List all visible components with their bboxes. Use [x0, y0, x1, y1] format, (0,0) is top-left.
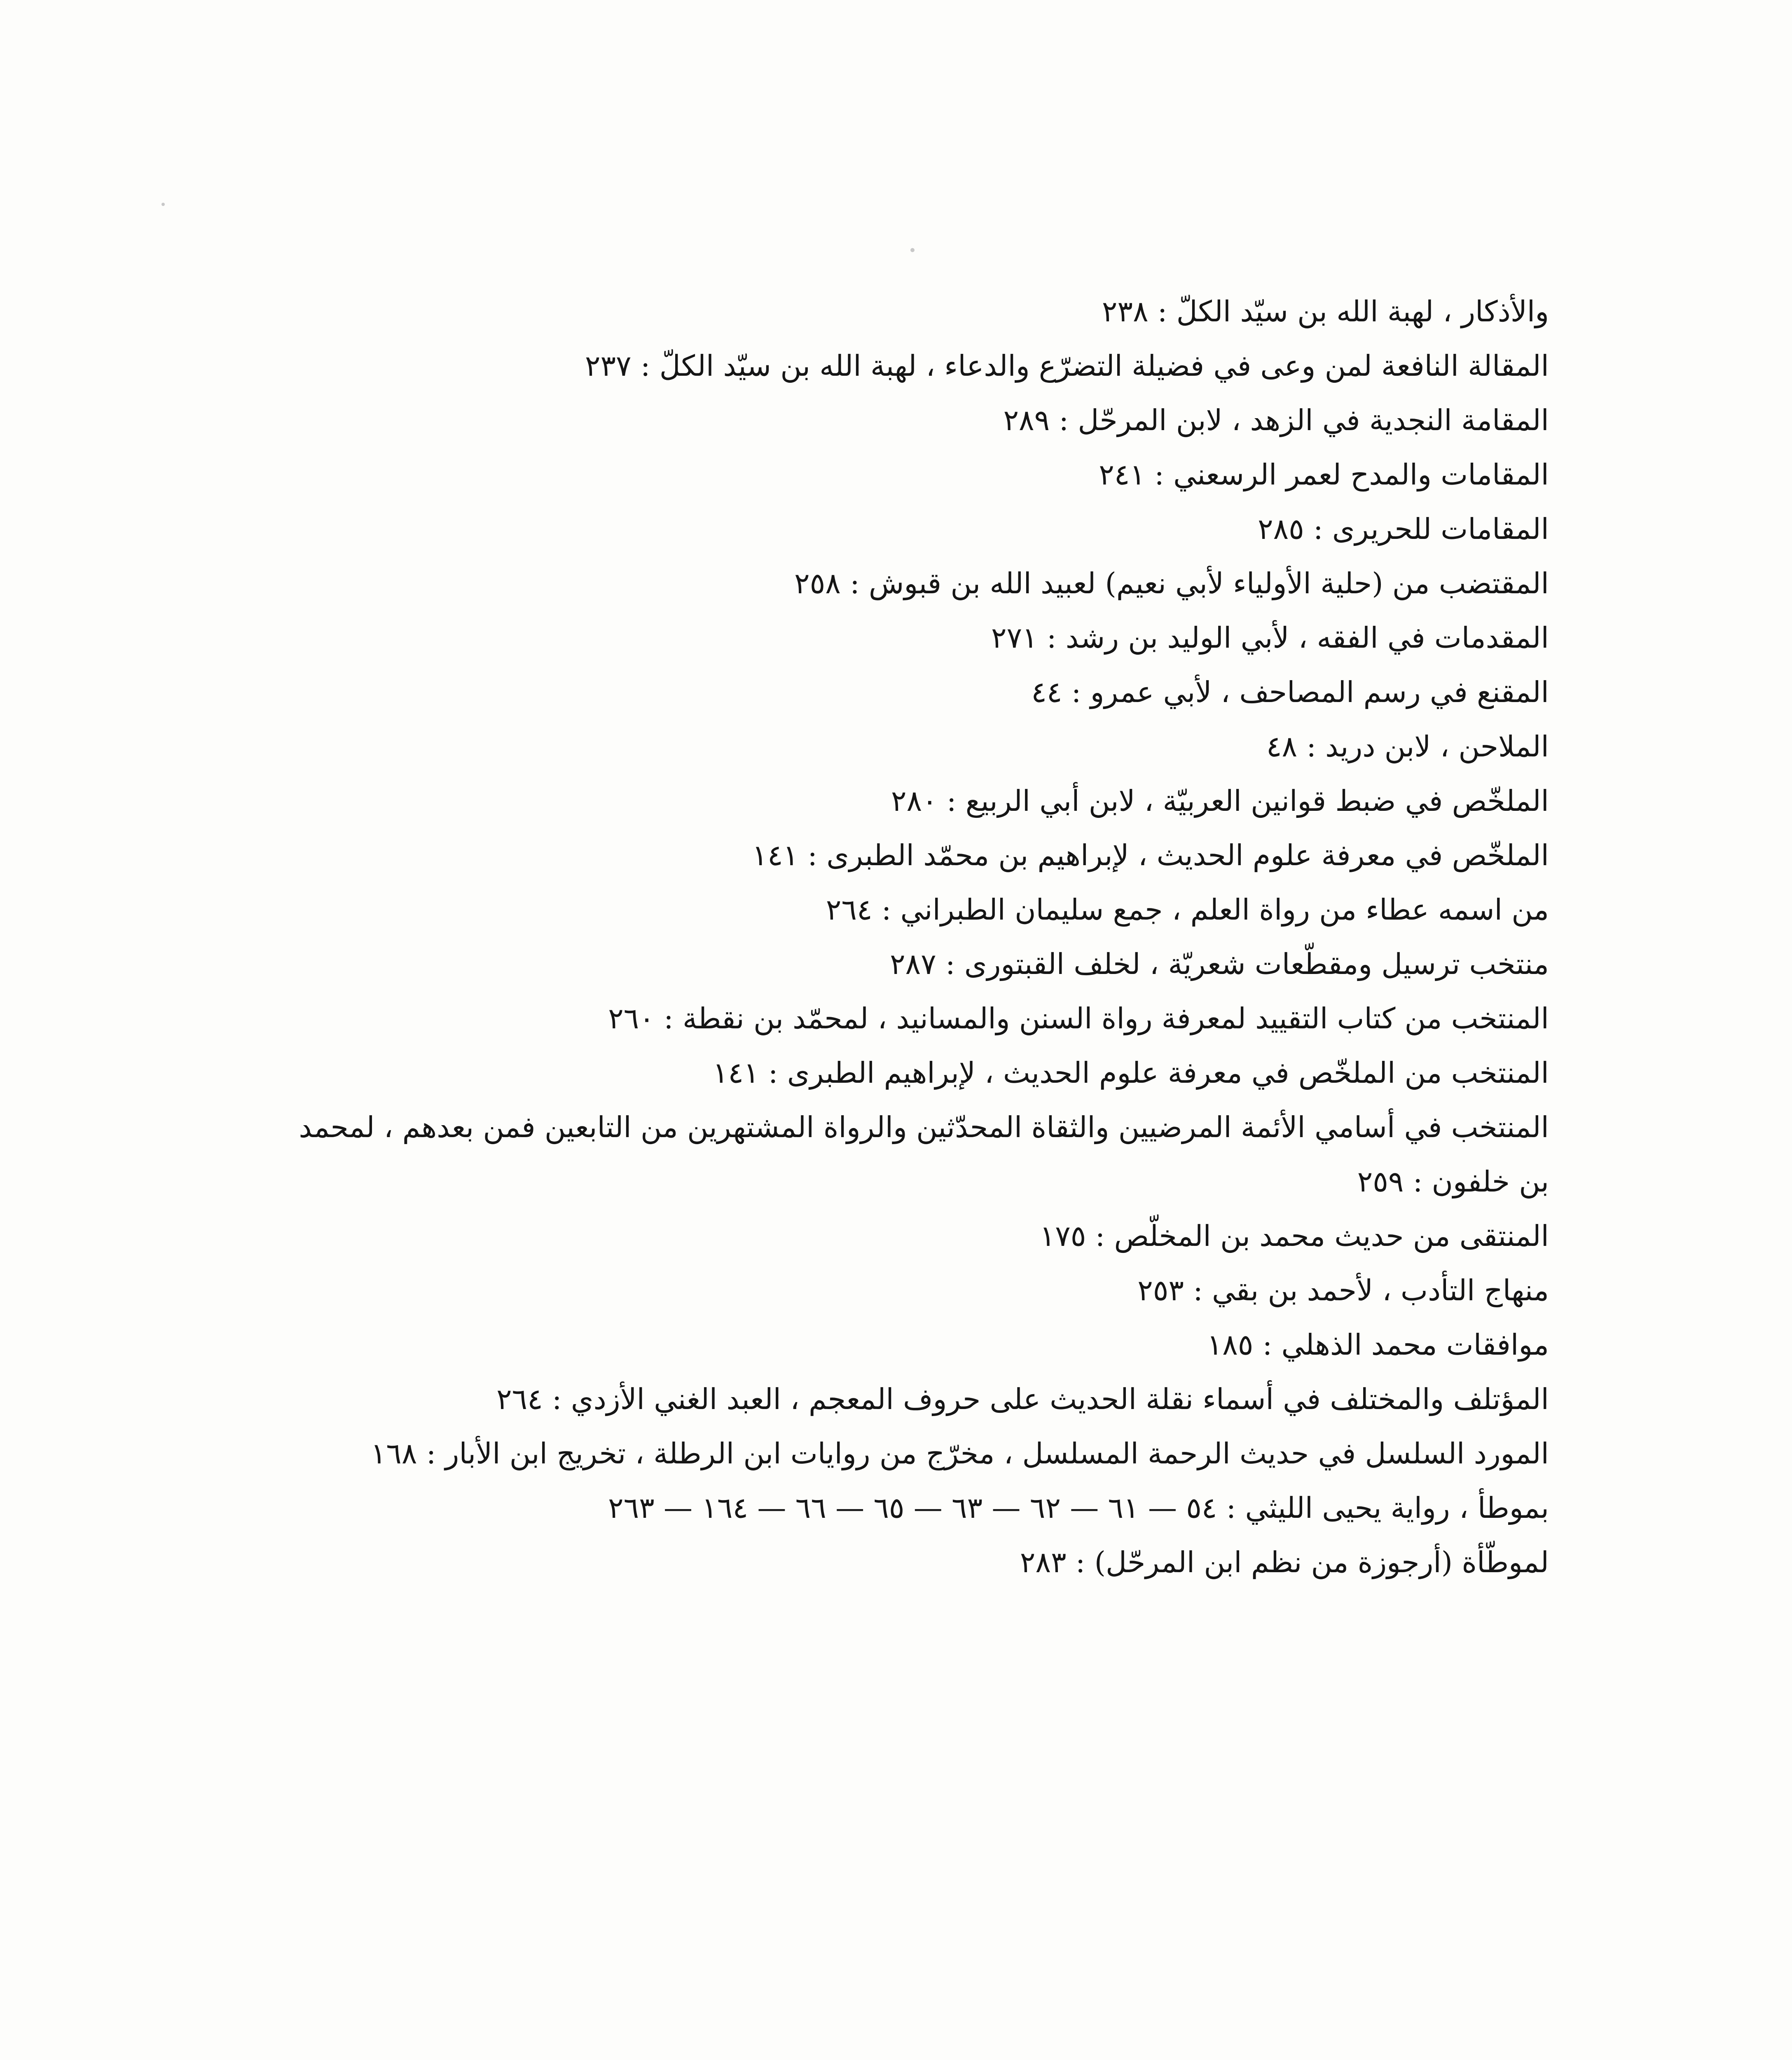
index-entry: منتخب ترسيل ومقطّعات شعريّة ، لخلف القبتورى : ٢٨٧: [889, 947, 1549, 981]
index-entry: المورد السلسل في حديث الرحمة المسلسل ، مخرّج من روايات ابن الرطلة ، تخريج ابن الأبار : ١٦٨: [370, 1437, 1549, 1470]
index-entry: المقامات والمدح لعمر الرسعني : ٢٤١: [1099, 458, 1549, 492]
index-entry: المقامات للحريرى : ٢٨٥: [1257, 512, 1549, 546]
index-entry: الملاحن ، لابن دريد : ٤٨: [1266, 730, 1549, 763]
index-entry: المنتقى من حديث محمد بن المخلّص : ١٧٥: [1039, 1219, 1549, 1253]
index-entry: المنتخب من كتاب التقييد لمعرفة رواة السنن والمسانيد ، لمحمّد بن نقطة : ٢٦٠: [608, 1002, 1549, 1035]
scan-speck: [910, 248, 915, 252]
index-entry: موافقات محمد الذهلي : ١٨٥: [1207, 1328, 1549, 1362]
index-entry: الملخّص في ضبط قوانين العربيّة ، لابن أبي الربيع : ٢٨٠: [891, 784, 1549, 818]
index-entry: الملخّص في معرفة علوم الحديث ، لإبراهيم بن محمّد الطبرى : ١٤١: [752, 838, 1549, 872]
index-entry: والأذكار ، لهبة الله بن سيّد الكلّ : ٢٣٨: [1102, 295, 1549, 328]
index-entry: المقامة النجدية في الزهد ، لابن المرحّل : ٢٨٩: [1003, 403, 1549, 437]
index-entry: من اسمه عطاء من رواة العلم ، جمع سليمان الطبراني : ٢٦٤: [826, 893, 1549, 927]
index-entry: المنتخب في أسامي الأئمة المرضيين والثقاة المحدّثين والرواة المشتهرين من التابعين فمن بعدهم ، لمحمد بن خلفون : ٢٥٩: [290, 1110, 1549, 1199]
index-entry: المقالة النافعة لمن وعى في فضيلة التضرّع والدعاء ، لهبة الله بن سيّد الكلّ : ٢٣٧: [585, 349, 1549, 383]
index-entries: [290, 284, 1549, 1589]
scan-speck: [161, 203, 165, 206]
index-entry: بموطأ ، رواية يحيى الليثي : ٥٤ — ٦١ — ٦٢ — ٦٣ — ٦٥ — ٦٦ — ١٦٤ — ٢٦٣: [608, 1491, 1549, 1525]
index-entry: المقتضب من (حلية الأولياء لأبي نعيم) لعبيد الله بن قبوش : ٢٥٨: [794, 566, 1549, 600]
index-entry: لموطّأة (أرجوزة من نظم ابن المرحّل) : ٢٨٣: [1020, 1545, 1549, 1579]
index-entry: المقدمات في الفقه ، لأبي الوليد بن رشد : ٢٧١: [991, 621, 1549, 655]
index-entry: المقنع في رسم المصاحف ، لأبي عمرو : ٤٤: [1031, 675, 1549, 709]
index-entry: منهاج التأدب ، لأحمد بن بقي : ٢٥٣: [1137, 1273, 1549, 1307]
index-entry: المنتخب من الملخّص في معرفة علوم الحديث ، لإبراهيم الطبرى : ١٤١: [712, 1056, 1549, 1090]
index-entry: المؤتلف والمختلف في أسماء نقلة الحديث على حروف المعجم ، العبد الغني الأزدي : ٢٦٤: [496, 1382, 1549, 1416]
